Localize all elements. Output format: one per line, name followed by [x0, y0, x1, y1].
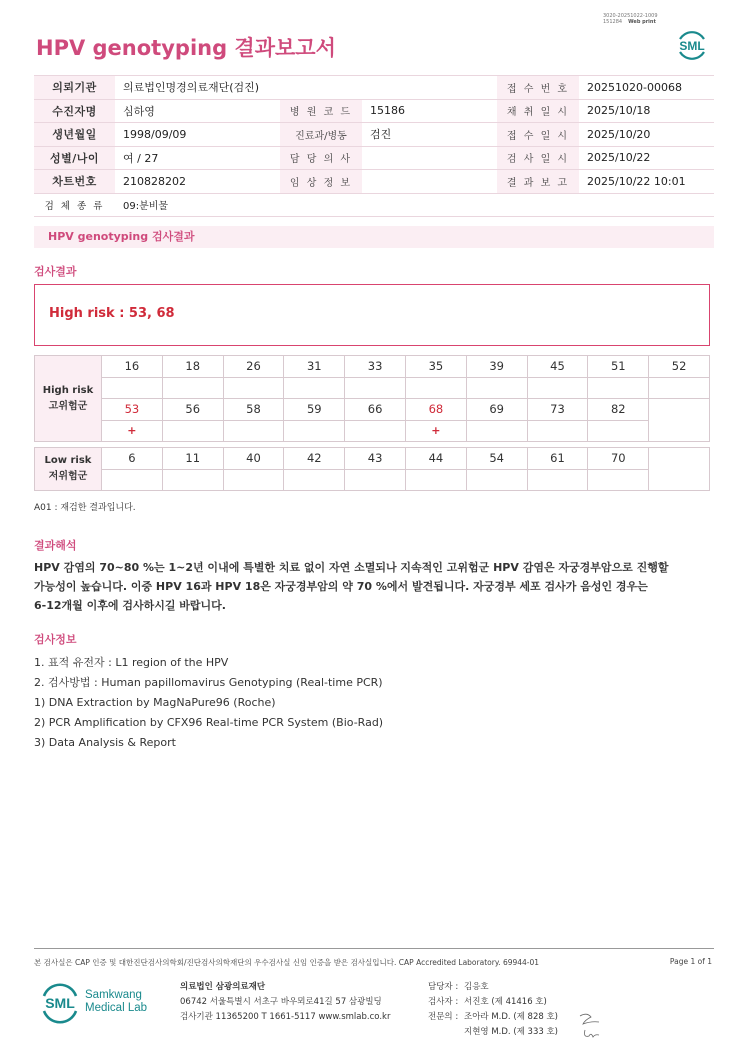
hpv-type-cell: 39 [466, 356, 527, 378]
staff-name: 지현영 M.D. (제 333 호) [464, 1027, 559, 1037]
svg-text:SML: SML [679, 39, 705, 53]
staff-role: 검사자 : [428, 997, 459, 1007]
chart-no-label: 차트번호 [34, 170, 115, 194]
company-name-en [85, 989, 147, 1015]
report-date-value: 2025/10/22 10:01 [579, 170, 714, 194]
birth-value: 1998/09/09 [115, 123, 280, 147]
info-row [34, 146, 714, 170]
hpv-result-cell [466, 469, 527, 491]
report-title: HPV genotyping 결과보고서 [36, 36, 336, 60]
hpv-result-cell [345, 377, 406, 399]
company-address-block [180, 980, 390, 1025]
low-risk-result-row [35, 469, 710, 491]
hpv-type-cell: 44 [405, 448, 466, 470]
receipt-date-value: 2025/10/20 [579, 123, 714, 147]
interpretation-text [34, 558, 714, 615]
patient-name-label: 수진자명 [34, 99, 115, 123]
hpv-type-cell: 43 [345, 448, 406, 470]
staff-name: 김응호 [464, 982, 489, 992]
staff-name: 조아라 M.D. (제 828 호) [464, 1012, 559, 1022]
test-info-line: 2) PCR Amplification by CFX96 Real-time PCR System (Bio-Rad) [34, 716, 384, 729]
interpretation-line: 6-12개월 이후에 검사하시길 바랍니다. [34, 599, 226, 612]
hpv-result-cell [102, 469, 163, 491]
hpv-result-cell [284, 469, 345, 491]
hpv-type-cell: 53 [102, 399, 163, 421]
info-row [34, 99, 714, 123]
hpv-type-cell: 42 [284, 448, 345, 470]
hpv-type-cell: 58 [223, 399, 284, 421]
doctor-label: 담 당 의 사 [280, 146, 362, 170]
low-risk-label-ko: 저위험군 [48, 471, 88, 482]
hpv-result-cell [405, 469, 466, 491]
logo-text: SML [45, 995, 75, 1011]
info-row [34, 193, 714, 217]
high-risk-types-row-2 [35, 399, 710, 421]
interpretation-line: HPV 감염의 70~80 %는 1~2년 이내에 특별한 치료 없이 자연 소멸되나 지속적인 고위험군 HPV 감염은 자궁경부암으로 진행할 [34, 561, 669, 574]
hpv-type-cell: 33 [345, 356, 406, 378]
result-summary: High risk : 53, 68 [49, 306, 175, 321]
staff-name: 서진호 (제 41416 호) [464, 997, 547, 1007]
hpv-type-cell: 54 [466, 448, 527, 470]
empty-cell [649, 448, 710, 491]
report-code-line2: 151284 [603, 19, 623, 25]
company-contact: 검사기관 11365200 T 1661-5117 www.smlab.co.kr [180, 1012, 391, 1022]
test-date-label: 검 사 일 시 [497, 146, 579, 170]
hpv-type-cell: 31 [284, 356, 345, 378]
hpv-type-cell: 61 [527, 448, 588, 470]
patient-info-table [34, 75, 714, 217]
specimen-value: 09:분비물 [115, 193, 714, 217]
test-info-line: 2. 검사방법 : Human papillomavirus Genotyping (Real-time PCR) [34, 676, 383, 689]
hpv-type-cell: 56 [162, 399, 223, 421]
company-name-ko: 의료법인 삼광의료재단 [180, 982, 266, 992]
hpv-type-cell: 16 [102, 356, 163, 378]
hpv-type-cell: 73 [527, 399, 588, 421]
hpv-type-cell: 35 [405, 356, 466, 378]
report-date-label: 결 과 보 고 [497, 170, 579, 194]
doctor-value [362, 146, 497, 170]
hpv-type-cell: 11 [162, 448, 223, 470]
hpv-type-cell: 70 [588, 448, 649, 470]
hpv-result-cell [162, 420, 223, 442]
hpv-type-cell: 69 [466, 399, 527, 421]
staff-row [428, 1025, 558, 1040]
page-number: Page 1 of 1 [669, 957, 712, 966]
receipt-no-label: 접 수 번 호 [497, 76, 579, 100]
hpv-type-cell: 26 [223, 356, 284, 378]
high-risk-label-ko: 고위험군 [48, 400, 88, 412]
hpv-result-cell [223, 420, 284, 442]
test-date-value: 2025/10/22 [579, 146, 714, 170]
hpv-result-cell [284, 420, 345, 442]
high-risk-result-row-2 [35, 420, 710, 442]
empty-cell [649, 399, 710, 442]
clinical-info-label: 임 상 정 보 [280, 170, 362, 194]
low-risk-label-en: Low risk [44, 455, 92, 466]
hpv-result-cell: + [102, 420, 163, 442]
staff-role [428, 1025, 464, 1040]
hpv-result-cell [466, 377, 527, 399]
patient-name-value: 심하영 [115, 99, 280, 123]
hpv-type-cell: 51 [588, 356, 649, 378]
report-code [603, 13, 658, 25]
company-name-line1: Samkwang [85, 989, 142, 1001]
staff-row [428, 980, 558, 995]
results-subheading: 검사결과 [34, 265, 77, 278]
hpv-result-cell [345, 420, 406, 442]
collection-date-label: 채 취 일 시 [497, 99, 579, 123]
report-code-line1: 3020-20251022-1009 [603, 13, 658, 19]
test-info-list [34, 653, 383, 753]
hpv-result-cell [527, 377, 588, 399]
certification-text: 본 검사실은 CAP 인증 및 대한진단검사의학회/진단검사의학재단의 우수검사실 신임 인증을 받은 검사실입니다. CAP Accredited Laboratory. 69944-01 [34, 958, 540, 967]
hpv-result-cell [527, 469, 588, 491]
receipt-no-value: 20251020-00068 [579, 76, 714, 100]
dept-label: 진료과/병동 [280, 123, 362, 147]
hpv-result-cell [162, 377, 223, 399]
hpv-result-cell [223, 377, 284, 399]
chart-no-value: 210828202 [115, 170, 280, 194]
receipt-date-label: 접 수 일 시 [497, 123, 579, 147]
test-info-heading: 검사정보 [34, 633, 77, 646]
test-info-line: 1) DNA Extraction by MagNaPure96 (Roche) [34, 696, 276, 709]
low-risk-label [35, 448, 102, 491]
low-risk-types-row [35, 448, 710, 470]
info-row [34, 76, 714, 100]
retest-note: A01 : 재검한 결과입니다. [34, 503, 136, 513]
hpv-type-cell: 68 [405, 399, 466, 421]
hpv-type-cell: 40 [223, 448, 284, 470]
web-print-label: Web print [628, 19, 656, 25]
hpv-result-cell [102, 377, 163, 399]
high-risk-table [34, 355, 710, 442]
staff-role: 전문의 : [428, 1012, 459, 1022]
hpv-result-cell: + [405, 420, 466, 442]
hpv-type-cell: 18 [162, 356, 223, 378]
hpv-result-cell [588, 469, 649, 491]
info-row [34, 170, 714, 194]
company-address: 06742 서울특별시 서초구 바우뫼로41길 57 삼광빌딩 [180, 997, 382, 1007]
results-section-title: HPV genotyping 검사결과 [34, 226, 714, 248]
birth-label: 생년월일 [34, 123, 115, 147]
hpv-result-cell [284, 377, 345, 399]
hpv-type-cell: 45 [527, 356, 588, 378]
hpv-result-cell [405, 377, 466, 399]
high-risk-types-row-1 [35, 356, 710, 378]
info-row [34, 123, 714, 147]
hpv-type-cell: 6 [102, 448, 163, 470]
hpv-result-cell [527, 420, 588, 442]
high-risk-result-row-1 [35, 377, 710, 399]
request-org-value: 의료법인명경의료재단(검진) [115, 76, 497, 100]
hpv-type-cell: 82 [588, 399, 649, 421]
signature-icon [577, 1010, 607, 1042]
hospital-code-value: 15186 [362, 99, 497, 123]
hpv-type-cell: 59 [284, 399, 345, 421]
staff-list [428, 980, 558, 1040]
hpv-result-cell [162, 469, 223, 491]
dept-value: 검진 [362, 123, 497, 147]
sex-age-value: 여 / 27 [115, 146, 280, 170]
hpv-type-cell: 66 [345, 399, 406, 421]
high-risk-label-en: High risk [42, 384, 94, 396]
request-org-label: 의뢰기관 [34, 76, 115, 100]
hpv-result-cell [345, 469, 406, 491]
hpv-result-cell [466, 420, 527, 442]
staff-role: 담당자 : [428, 982, 459, 992]
hpv-result-cell [223, 469, 284, 491]
hpv-result-cell [649, 377, 710, 399]
test-info-line: 1. 표적 유전자 : L1 region of the HPV [34, 656, 229, 669]
test-info-line: 3) Data Analysis & Report [34, 736, 176, 749]
staff-row [428, 1010, 558, 1025]
hpv-type-cell: 52 [649, 356, 710, 378]
specimen-label: 검 체 종 류 [34, 193, 115, 217]
collection-date-value: 2025/10/18 [579, 99, 714, 123]
interpretation-heading: 결과해석 [34, 539, 77, 552]
hpv-result-cell [588, 377, 649, 399]
interpretation-line: 가능성이 높습니다. 이중 HPV 16과 HPV 18은 자궁경부암의 약 70 %에서 발견됩니다. 자궁경부 세포 검사가 음성인 경우는 [34, 580, 648, 593]
staff-row [428, 995, 558, 1010]
samkwang-logo-icon [36, 980, 84, 1026]
clinical-info-value [362, 170, 497, 194]
hospital-code-label: 병 원 코 드 [280, 99, 362, 123]
company-name-line2: Medical Lab [85, 1002, 148, 1014]
footer-divider [34, 948, 714, 949]
low-risk-table [34, 447, 710, 491]
result-summary-box [34, 284, 710, 346]
sml-logo-icon [672, 25, 712, 65]
hpv-result-cell [588, 420, 649, 442]
high-risk-label [35, 356, 102, 442]
sex-age-label: 성별/나이 [34, 146, 115, 170]
